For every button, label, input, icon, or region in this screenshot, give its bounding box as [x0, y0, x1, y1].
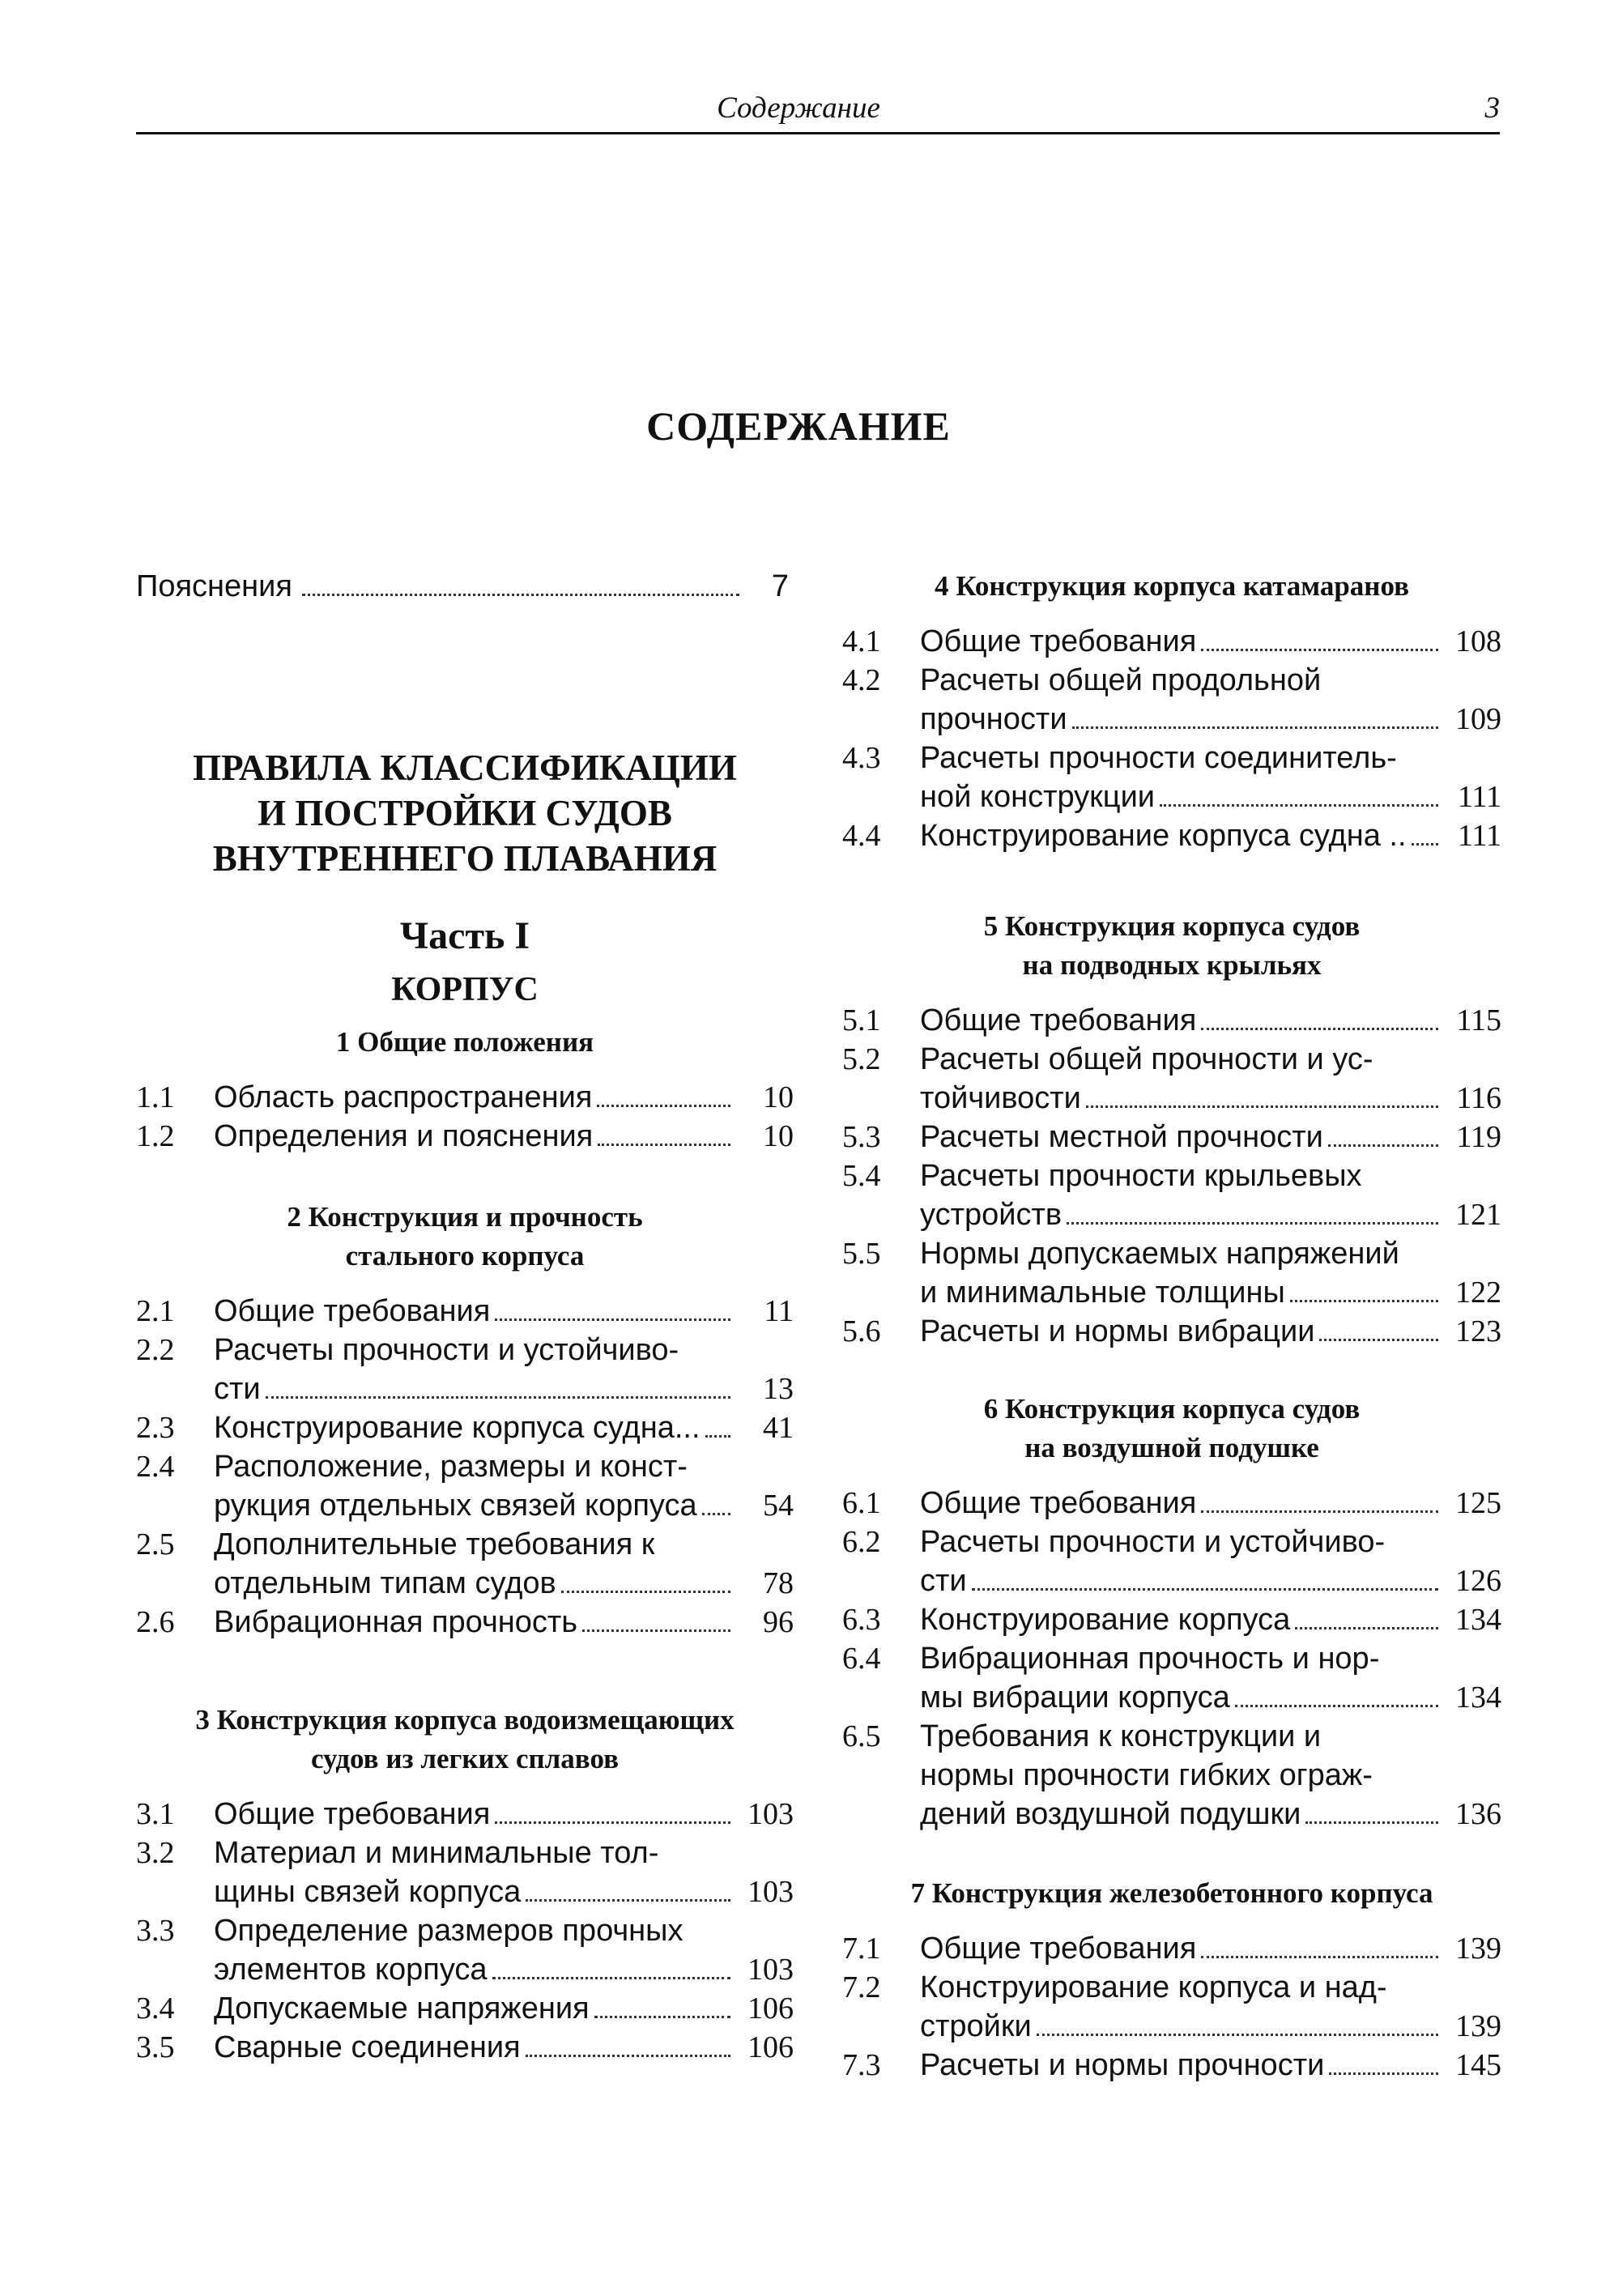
toc-entry-title — [214, 1911, 735, 1989]
section-heading — [842, 567, 1501, 606]
toc-entry-page: 103 — [747, 1953, 794, 1987]
section-heading-line: на воздушной подушке — [1024, 1432, 1319, 1463]
toc-entry[interactable] — [842, 816, 1501, 855]
toc-entry-title — [920, 1523, 1443, 1600]
header-rule — [136, 132, 1500, 134]
dot-leader — [1201, 649, 1438, 651]
dot-leader — [1067, 1222, 1438, 1225]
toc-entry-title-line — [920, 1273, 1443, 1312]
toc-entry-title-line — [214, 2028, 735, 2067]
dot-leader — [1037, 2034, 1438, 2036]
dot-leader — [1201, 1956, 1438, 1958]
toc-entry-title-text: Расчеты местной прочности — [920, 1120, 1323, 1154]
toc-entry[interactable] — [842, 1929, 1501, 1968]
toc-entry-number: 2.6 — [136, 1605, 175, 1639]
toc-entry-title-text: сти — [214, 1372, 261, 1406]
section-heading-line: 2 Конструкция и прочность — [287, 1201, 643, 1233]
toc-entry[interactable] — [136, 1331, 794, 1408]
toc-entry-page: 54 — [763, 1489, 794, 1523]
toc-entry-title-text: тойчивости — [920, 1081, 1081, 1115]
toc-entry-title-line — [214, 1603, 735, 1642]
section-heading-line: 7 Конструкция железобетонного корпуса — [910, 1877, 1433, 1909]
toc-entry-title-line: Расчеты общей продольной — [920, 663, 1322, 697]
toc-entry-title-text: Вибрационная прочность — [214, 1605, 578, 1639]
toc-entry-number: 3.3 — [136, 1914, 175, 1948]
toc-entry-number: 1.1 — [136, 1080, 175, 1114]
toc-entry-title-line — [214, 1795, 735, 1834]
toc-entry-number: 2.2 — [136, 1333, 175, 1367]
toc-entry-title-text: прочности — [920, 702, 1067, 736]
toc-entry[interactable] — [136, 1795, 794, 1834]
toc-entry-title — [920, 1717, 1443, 1834]
toc-entry-title-line — [920, 1001, 1443, 1040]
dot-leader — [1086, 1105, 1438, 1108]
toc-entry[interactable] — [842, 1523, 1501, 1600]
toc-entry-title-line: Расчеты прочности крыльевых — [920, 1159, 1362, 1193]
dot-leader — [495, 1821, 730, 1824]
toc-entry-title — [920, 1968, 1443, 2046]
toc-entry-number: 5.3 — [842, 1120, 881, 1154]
toc-entry-title — [214, 1989, 735, 2028]
section-heading-line: 4 Конструкция корпуса катамаранов — [935, 570, 1409, 602]
toc-entry-number: 7.3 — [842, 2048, 881, 2082]
contents-title: СОДЕРЖАНИЕ — [646, 403, 951, 449]
toc-entry-title-line — [920, 1079, 1443, 1118]
toc-entry-title — [920, 1929, 1443, 1968]
dot-leader — [597, 1105, 730, 1107]
toc-entry-page: 41 — [763, 1411, 794, 1445]
toc-entry-number: 6.3 — [842, 1603, 881, 1637]
toc-entry-title — [214, 1795, 735, 1834]
dot-leader — [582, 1629, 730, 1632]
toc-entry-title-line — [920, 816, 1443, 855]
section-heading-line: 1 Общие положения — [335, 1026, 594, 1058]
toc-entry[interactable] — [136, 2028, 794, 2067]
dot-leader — [1328, 1144, 1438, 1147]
toc-entry-title-text: Область распространения — [214, 1080, 593, 1114]
toc-entry-page: 134 — [1455, 1603, 1501, 1637]
toc-entry[interactable] — [842, 1968, 1501, 2046]
toc-entry[interactable] — [842, 1312, 1501, 1351]
toc-entry-title-line: Вибрационная прочность и нор- — [920, 1642, 1380, 1676]
running-header-page-number: 3 — [1484, 92, 1500, 125]
dot-leader — [1201, 1510, 1438, 1513]
toc-entry-number: 6.5 — [842, 1719, 881, 1753]
toc-entry-title-text: устройств — [920, 1198, 1063, 1232]
toc-entry-number: 5.6 — [842, 1314, 881, 1348]
toc-entry-page: 109 — [1455, 702, 1501, 736]
section-heading-line: 5 Конструкция корпуса судов — [983, 910, 1361, 942]
toc-entry-intro[interactable] — [136, 567, 794, 606]
toc-entry-title — [920, 2046, 1443, 2085]
toc-entry-title-line — [214, 1370, 735, 1408]
toc-entry-title-line: Расчеты прочности соединитель- — [920, 741, 1397, 775]
toc-entry-title-line: Материал и минимальные тол- — [214, 1836, 659, 1870]
toc-entry-title-line: Расположение, размеры и конст- — [214, 1450, 688, 1484]
dot-leader — [1290, 1300, 1438, 1302]
toc-entry-page: 96 — [763, 1605, 794, 1639]
toc-entry-title — [920, 622, 1443, 661]
toc-entry-title-line — [920, 1561, 1443, 1600]
toc-entry-title-text: Общие требования — [920, 1003, 1197, 1037]
toc-entry-intro-label: Пояснения — [136, 569, 292, 603]
toc-entry-title-text: Конструирование корпуса — [920, 1603, 1291, 1637]
toc-entry-title-text: Общие требования — [920, 624, 1197, 658]
toc-entry-title — [214, 1525, 735, 1603]
toc-entry-number: 2.4 — [136, 1450, 175, 1484]
toc-entry-number: 4.1 — [842, 624, 881, 658]
toc-entry-title-text: Конструирование корпуса судна .. — [920, 819, 1407, 853]
toc-entry-title-text: отдельным типам судов — [214, 1566, 556, 1600]
toc-entry-title-line — [920, 1484, 1443, 1523]
toc-entry-title — [214, 1603, 735, 1642]
dot-leader — [1295, 1627, 1438, 1629]
toc-entry[interactable] — [842, 1639, 1501, 1717]
toc-entry[interactable] — [842, 1484, 1501, 1523]
section-heading — [842, 1390, 1501, 1467]
toc-entry-title — [920, 816, 1443, 855]
toc-entry-title-line — [214, 1117, 735, 1156]
toc-entry-title-text: элементов корпуса — [214, 1953, 488, 1987]
toc-entry-intro-page: 7 — [771, 569, 789, 603]
toc-entry-title — [214, 2028, 735, 2067]
toc-entry[interactable] — [842, 1600, 1501, 1639]
dot-leader — [705, 1435, 730, 1438]
toc-entry-title-text: Сварные соединения — [214, 2030, 521, 2064]
toc-entry-title-line: Конструирование корпуса и над- — [920, 1970, 1387, 2004]
toc-entry-number: 6.2 — [842, 1525, 881, 1559]
toc-entry[interactable] — [842, 1001, 1501, 1040]
toc-entry-number: 5.4 — [842, 1159, 881, 1193]
toc-entry-page: 111 — [1457, 819, 1501, 853]
section-heading — [842, 907, 1501, 985]
toc-entry-title-line — [920, 1795, 1443, 1834]
toc-entry-title-line — [214, 1408, 735, 1447]
toc-entry-number: 7.2 — [842, 1970, 881, 2004]
toc-entry-number: 5.1 — [842, 1003, 881, 1037]
toc-entry-title — [214, 1078, 735, 1117]
toc-entry-title-text: Общие требования — [214, 1797, 491, 1831]
toc-entry-title-line: Нормы допускаемых напряжений — [920, 1237, 1399, 1271]
dot-leader — [598, 1144, 730, 1146]
toc-entry[interactable] — [842, 622, 1501, 661]
part-label-text: Часть I — [399, 914, 530, 957]
toc-entry-number: 3.4 — [136, 1991, 175, 2026]
rules-title-line: ВНУТРЕННЕГО ПЛАВАНИЯ — [212, 838, 718, 879]
dot-leader — [266, 1396, 730, 1399]
dot-leader — [972, 1588, 1438, 1591]
toc-entry-title — [920, 1484, 1443, 1523]
toc-entry-title-line: Требования к конструкции и — [920, 1719, 1322, 1753]
dot-leader — [526, 1899, 730, 1902]
toc-entry-number: 7.1 — [842, 1932, 881, 1966]
dot-leader — [492, 1977, 730, 1979]
toc-entry-title-line — [214, 1486, 735, 1525]
toc-entry-title-line — [214, 1078, 735, 1117]
part-name — [136, 967, 794, 1012]
running-header-title: Содержание — [717, 92, 880, 125]
dot-leader — [302, 594, 739, 596]
rules-title — [136, 745, 794, 881]
toc-entry-title — [920, 1001, 1443, 1040]
toc-entry-number: 2.3 — [136, 1411, 175, 1445]
toc-entry-title-text: Допускаемые напряжения — [214, 1991, 590, 2026]
dot-leader — [1072, 726, 1438, 729]
toc-entry-title-line — [214, 1989, 735, 2028]
toc-entry-page: 145 — [1455, 2048, 1501, 2082]
toc-entry[interactable] — [136, 1292, 794, 1331]
toc-entry-title-line — [920, 1678, 1443, 1717]
toc-entry-title-line: Расчеты прочности и устойчиво- — [214, 1333, 679, 1367]
toc-entry[interactable] — [136, 1603, 794, 1642]
toc-entry-title-line: Расчеты общей прочности и ус- — [920, 1042, 1373, 1076]
toc-entry-page: 122 — [1455, 1276, 1501, 1310]
toc-entry[interactable] — [136, 1525, 794, 1603]
toc-entry-page: 111 — [1457, 780, 1501, 814]
dot-leader — [702, 1513, 730, 1515]
dot-leader — [594, 2016, 730, 2018]
toc-entry-title-line — [920, 2046, 1443, 2085]
toc-entry-title-text: щины связей корпуса — [214, 1875, 522, 1909]
toc-entry-number: 5.2 — [842, 1042, 881, 1076]
toc-entry-title-line — [214, 1564, 735, 1603]
toc-entry-title — [920, 1234, 1443, 1312]
toc-entry[interactable] — [842, 661, 1501, 739]
toc-entry-title-text: Расчеты и нормы вибрации — [920, 1314, 1315, 1348]
toc-entry-title-line — [214, 1872, 735, 1911]
dot-leader — [1235, 1705, 1438, 1707]
toc-entry-page: 126 — [1455, 1564, 1501, 1598]
toc-entry-title-line — [214, 1292, 735, 1331]
toc-entry[interactable] — [842, 1234, 1501, 1312]
toc-entry-page: 115 — [1456, 1003, 1501, 1037]
toc-entry-title — [920, 1639, 1443, 1717]
toc-entry-title-text: стройки — [920, 2009, 1032, 2043]
toc-entry[interactable] — [842, 1157, 1501, 1234]
dot-leader — [1319, 1339, 1438, 1341]
toc-entry-page: 121 — [1455, 1198, 1501, 1232]
toc-entry-page: 119 — [1456, 1120, 1501, 1154]
toc-entry-number: 2.1 — [136, 1294, 175, 1328]
toc-entry-number: 6.1 — [842, 1486, 881, 1520]
section-heading-line: 3 Конструкция корпуса водоизмещающих — [195, 1704, 735, 1736]
dot-leader — [561, 1591, 730, 1593]
toc-entry-title — [920, 739, 1443, 816]
section-heading-line: на подводных крыльях — [1022, 949, 1322, 981]
toc-entry-title-line — [920, 777, 1443, 816]
part-label — [136, 914, 794, 959]
toc-entry-page: 116 — [1456, 1081, 1501, 1115]
toc-entry-title-text: Расчеты и нормы прочности — [920, 2048, 1325, 2082]
section-heading-line: 6 Конструкция корпуса судов — [983, 1393, 1361, 1425]
toc-entry-title-text: рукция отдельных связей корпуса — [214, 1489, 697, 1523]
toc-entry-title-line — [920, 700, 1443, 739]
toc-entry-title-line — [920, 1600, 1443, 1639]
toc-entry-title-line: Определение размеров прочных — [214, 1914, 684, 1948]
toc-entry-title — [214, 1292, 735, 1331]
toc-entry-title — [920, 1600, 1443, 1639]
toc-entry-title — [920, 1118, 1443, 1157]
toc-entry[interactable] — [136, 1117, 794, 1156]
toc-entry-number: 5.5 — [842, 1237, 881, 1271]
toc-entry[interactable] — [136, 1834, 794, 1911]
toc-entry-title-text: и минимальные толщины — [920, 1276, 1285, 1310]
toc-entry-number: 2.5 — [136, 1527, 175, 1561]
section-heading-line: судов из легких сплавов — [310, 1743, 619, 1774]
toc-entry-title-line: Расчеты прочности и устойчиво- — [920, 1525, 1386, 1559]
toc-entry[interactable] — [842, 1717, 1501, 1834]
toc-entry-number: 6.4 — [842, 1642, 881, 1676]
toc-entry-number: 3.2 — [136, 1836, 175, 1870]
dot-leader — [1160, 804, 1438, 807]
toc-entry-page: 134 — [1455, 1680, 1501, 1715]
toc-entry-title — [920, 1040, 1443, 1118]
toc-entry-page: 103 — [747, 1875, 794, 1909]
toc-entry-page: 106 — [747, 2030, 794, 2064]
toc-entry-title-line — [920, 622, 1443, 661]
toc-entry-page: 108 — [1455, 624, 1501, 658]
toc-entry-number: 1.2 — [136, 1119, 175, 1153]
toc-entry-page: 136 — [1455, 1797, 1501, 1831]
rules-title-line: И ПОСТРОЙКИ СУДОВ — [258, 793, 672, 833]
toc-entry-title — [214, 1408, 735, 1447]
toc-entry[interactable] — [842, 739, 1501, 816]
toc-entry-page: 103 — [747, 1797, 794, 1831]
toc-entry-title-text: Общие требования — [920, 1932, 1197, 1966]
toc-entry[interactable] — [136, 1408, 794, 1447]
toc-entry-title-line — [214, 1950, 735, 1989]
toc-entry-title — [214, 1834, 735, 1911]
section-heading — [136, 1198, 794, 1276]
toc-entry[interactable] — [136, 1989, 794, 2028]
toc-entry-title-line — [920, 1929, 1443, 1968]
toc-entry-title-text: сти — [920, 1564, 967, 1598]
dot-leader — [1412, 843, 1438, 846]
dot-leader — [1201, 1028, 1438, 1030]
toc-entry-title-text: Общие требования — [214, 1294, 491, 1328]
toc-entry-title — [920, 1312, 1443, 1351]
toc-entry-page: 106 — [747, 1991, 794, 2026]
toc-entry-title — [214, 1447, 735, 1525]
toc-entry-title-line — [920, 2007, 1443, 2046]
toc-entry-title-line: нормы прочности гибких ограж- — [920, 1758, 1373, 1792]
toc-entry-title-line — [920, 1195, 1443, 1234]
toc-entry-page: 125 — [1455, 1486, 1501, 1520]
toc-entry-title-text: Общие требования — [920, 1486, 1197, 1520]
toc-entry[interactable] — [842, 1118, 1501, 1157]
toc-entry-page: 123 — [1455, 1314, 1501, 1348]
toc-entry-title — [214, 1331, 735, 1408]
toc-entry-page: 10 — [763, 1119, 794, 1153]
toc-entry-title-line — [920, 1312, 1443, 1351]
toc-entry[interactable] — [136, 1911, 794, 1989]
dot-leader — [526, 2055, 730, 2057]
toc-entry-title-text: Определения и пояснения — [214, 1119, 594, 1153]
toc-entry-page: 139 — [1455, 1932, 1501, 1966]
toc-entry-page: 78 — [763, 1566, 794, 1600]
toc-entry-number: 4.2 — [842, 663, 881, 697]
toc-entry-page: 13 — [763, 1372, 794, 1406]
toc-entry-title-text: мы вибрации корпуса — [920, 1680, 1230, 1715]
toc-entry-title-line: Дополнительные требования к — [214, 1527, 655, 1561]
section-heading — [842, 1874, 1501, 1913]
toc-entry-page: 11 — [764, 1294, 794, 1328]
toc-entry-title-text: дений воздушной подушки — [920, 1797, 1301, 1831]
toc-entry-title — [920, 661, 1443, 739]
toc-entry-title-text: ной конструкции — [920, 780, 1156, 814]
toc-entry-title — [214, 1117, 735, 1156]
toc-entry[interactable] — [842, 2046, 1501, 2085]
part-name-text: КОРПУС — [391, 971, 539, 1008]
toc-entry-number: 4.4 — [842, 819, 881, 853]
dot-leader — [495, 1318, 730, 1321]
rules-title-line: ПРАВИЛА КЛАССИФИКАЦИИ — [193, 748, 737, 788]
toc-entry-page: 10 — [763, 1080, 794, 1114]
toc-entry-title-text: Конструирование корпуса судна... — [214, 1411, 701, 1445]
toc-entry-title — [920, 1157, 1443, 1234]
section-heading-line: стального корпуса — [345, 1240, 585, 1272]
toc-entry-title-line — [920, 1118, 1443, 1157]
dot-leader — [1329, 2072, 1438, 2075]
toc-entry-number: 3.1 — [136, 1797, 175, 1831]
toc-entry[interactable] — [136, 1078, 794, 1117]
toc-entry-number: 4.3 — [842, 741, 881, 775]
section-heading — [136, 1023, 794, 1062]
toc-entry-page: 139 — [1455, 2009, 1501, 2043]
toc-entry[interactable] — [842, 1040, 1501, 1118]
toc-entry[interactable] — [136, 1447, 794, 1525]
section-heading — [136, 1701, 794, 1778]
toc-entry-number: 3.5 — [136, 2030, 175, 2064]
dot-leader — [1305, 1821, 1438, 1824]
